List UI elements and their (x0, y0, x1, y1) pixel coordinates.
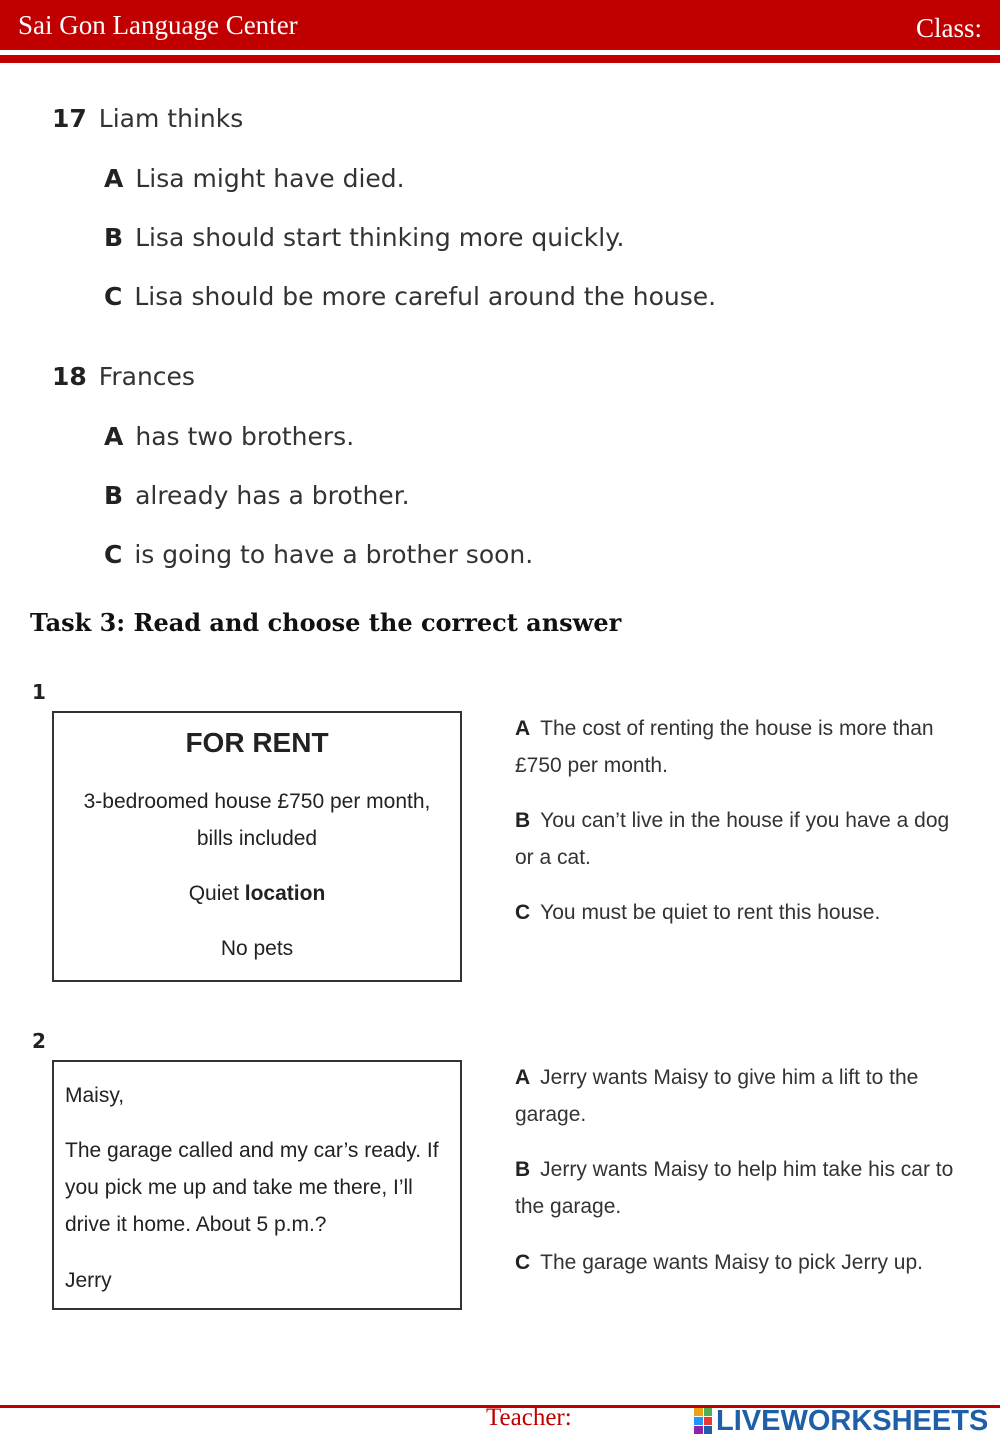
notice-line: No pets (220, 937, 294, 960)
question-stem: Frances (98, 362, 195, 391)
header-divider (0, 55, 1000, 63)
answer-letter: A (515, 1066, 531, 1089)
question-18 (52, 362, 195, 391)
task3-title: Task 3: Read and choose the correct answer (30, 608, 622, 637)
question-number: 17 (52, 104, 87, 133)
note-body: The garage called and my car’s ready. If you pick me up and take me there, I’ll drive it home. About 5 p.m.? (65, 1139, 439, 1236)
answer-letter: C (515, 901, 531, 924)
answer-1a[interactable] (515, 710, 955, 784)
note-signature: Jerry (65, 1269, 112, 1292)
liveworksheets-logo-icon (694, 1408, 712, 1434)
teacher-label: Teacher: (486, 1404, 572, 1431)
liveworksheets-logo[interactable] (694, 1405, 988, 1437)
answer-text: The cost of renting the house is more than £750 per month. (515, 717, 934, 777)
answer-2c[interactable] (515, 1244, 955, 1281)
class-label: Class: (915, 13, 982, 43)
option-text: Lisa should start thinking more quickly. (135, 223, 625, 252)
notice-quiet: Quiet (188, 882, 239, 905)
answer-2a[interactable] (515, 1059, 955, 1133)
question-17 (52, 104, 243, 133)
header-bar (0, 0, 1000, 50)
answer-letter: C (515, 1251, 531, 1274)
item-number: 1 (32, 680, 46, 704)
answer-text: You must be quiet to rent this house. (540, 901, 881, 924)
notice-title: FOR RENT (185, 727, 329, 758)
note-from-jerry (52, 1060, 462, 1310)
option-text: is going to have a brother soon. (134, 540, 534, 569)
item-number: 2 (32, 1029, 46, 1053)
option-letter: A (104, 164, 124, 193)
option-18c[interactable] (104, 540, 533, 569)
option-text: already has a brother. (135, 481, 410, 510)
option-17b[interactable] (104, 223, 624, 252)
option-letter: C (104, 540, 123, 569)
answer-text: You can’t live in the house if you have a dog or a cat. (515, 809, 950, 869)
center-name: Sai Gon Language Center (18, 10, 298, 40)
option-letter: B (104, 481, 124, 510)
option-text: Lisa should be more careful around the house. (134, 282, 717, 311)
option-text: has two brothers. (135, 422, 355, 451)
answer-1b[interactable] (515, 802, 955, 876)
question-number: 18 (52, 362, 87, 391)
option-18a[interactable] (104, 422, 354, 451)
answer-text: Jerry wants Maisy to help him take his car to the garage. (515, 1158, 954, 1218)
question-stem: Liam thinks (98, 104, 244, 133)
answer-letter: B (515, 1158, 531, 1181)
for-rent-notice (52, 711, 462, 982)
option-letter: B (104, 223, 124, 252)
note-greeting: Maisy, (65, 1084, 125, 1107)
answer-text: Jerry wants Maisy to give him a lift to the garage. (515, 1066, 919, 1126)
answer-letter: B (515, 809, 531, 832)
logo-text: LIVEWORKSHEETS (716, 1404, 989, 1437)
notice-location: location (244, 882, 326, 905)
option-18b[interactable] (104, 481, 410, 510)
option-17a[interactable] (104, 164, 405, 193)
notice-line: 3-bedroomed house £750 per month, (83, 790, 431, 813)
answer-2b[interactable] (515, 1151, 955, 1225)
option-17c[interactable] (104, 282, 716, 311)
option-letter: A (104, 422, 124, 451)
answer-1c[interactable] (515, 894, 955, 931)
answer-text: The garage wants Maisy to pick Jerry up. (540, 1251, 924, 1274)
option-text: Lisa might have died. (135, 164, 405, 193)
answer-letter: A (515, 717, 531, 740)
notice-quiet-line (54, 882, 460, 906)
option-letter: C (104, 282, 123, 311)
notice-line: bills included (196, 827, 318, 850)
